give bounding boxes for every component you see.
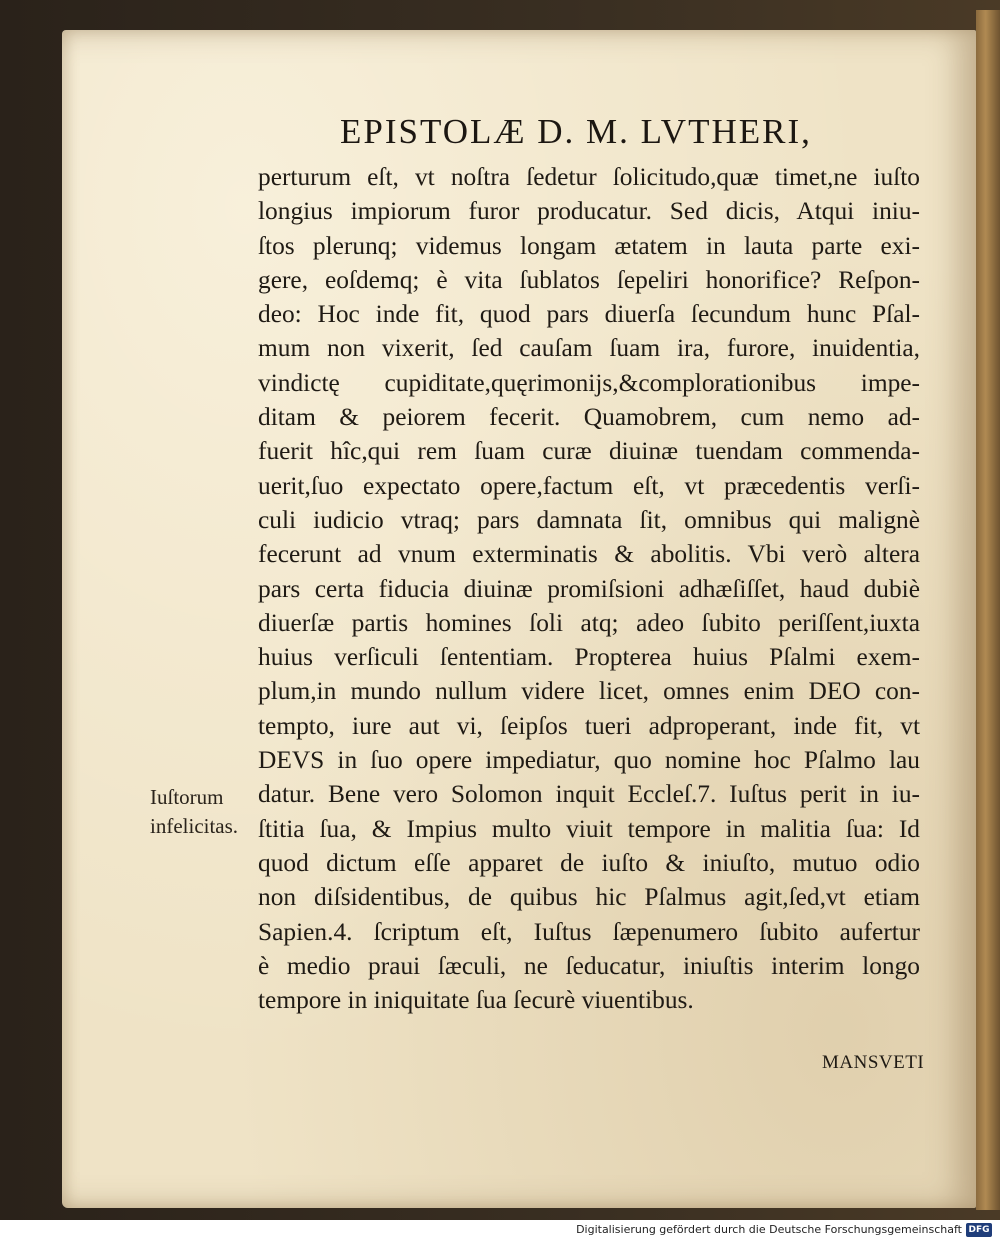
text-line: gere, eoſdemq; è vita ſublatos ſepeliri honorifice? Reſpon- — [258, 265, 920, 294]
marginal-note — [150, 783, 260, 841]
text-line: pars certa fiducia diuinæ promiſsioni adhæſiſſet, haud dubiè — [258, 574, 920, 603]
book-edge — [976, 10, 1000, 1210]
text-line: culi iudicio vtraq; pars damnata ſit, omnibus qui malignè — [258, 505, 920, 534]
text-line: longius impiorum furor producatur. Sed dicis, Atqui iniu- — [258, 197, 920, 226]
marginal-note-line: Iuſtorum — [150, 785, 224, 809]
text-line: datur. Bene vero Solomon inquit Eccleſ.7. Iuſtus perit in iu- — [258, 780, 920, 809]
body-text — [258, 160, 920, 1017]
text-line: è medio praui ſæculi, ne ſeducatur, iniuſtis interim longo — [258, 951, 920, 980]
text-line: deo: Hoc inde fit, quod pars diuerſa ſecundum hunc Pſal- — [258, 300, 920, 329]
marginal-note-line: infelicitas. — [150, 814, 239, 838]
text-line: diuerſæ partis homines ſoli atq; adeo ſubito periſſent,iuxta — [258, 608, 920, 637]
running-head: EPISTOLÆ D. M. LVTHERI, — [340, 112, 812, 151]
dfg-logo-icon: DFG — [966, 1223, 992, 1237]
text-line: ditam & peiorem fecerit. Quamobrem, cum nemo ad- — [258, 403, 920, 432]
text-line: tempto, iure aut vi, ſeipſos tueri adproperant, inde fit, vt — [258, 711, 920, 740]
text-line: Sapien.4. ſcriptum eſt, Iuſtus ſæpenumero ſubito aufertur — [258, 917, 920, 946]
text-line: perturum eſt, vt noſtra ſedetur ſolicitudo,quæ timet,ne iuſto — [258, 163, 920, 191]
catchword: MANSVETI — [822, 1052, 925, 1073]
text-line: plum,in mundo nullum videre licet, omnes enim DEO con- — [258, 677, 920, 706]
text-line: quod dictum eſſe apparet de iuſto & iniuſto, mutuo odio — [258, 848, 920, 877]
digitization-footer — [0, 1220, 1000, 1241]
text-line: DEVS in ſuo opere impediatur, quo nomine hoc Pſalmo lau — [258, 746, 920, 775]
text-line: uerit,ſuo expectato opere,factum eſt, vt præcedentis verſi- — [258, 471, 920, 500]
text-line: fuerit hîc,qui rem ſuam curæ diuinæ tuendam commenda- — [258, 437, 920, 466]
text-line: tempore in iniquitate ſua ſecurè viuentibus. — [258, 986, 694, 1015]
text-line: vindictę cupiditate,quęrimonijs,&complorationibus impe- — [258, 368, 920, 397]
text-line: non diſsidentibus, de quibus hic Pſalmus agit,ſed,vt etiam — [258, 883, 920, 912]
footer-credit: Digitalisierung gefördert durch die Deutsche Forschungsgemeinschaft — [576, 1223, 962, 1236]
text-line: mum non vixerit, ſed cauſam ſuam ira, furore, inuidentia, — [258, 334, 920, 363]
text-line: fecerunt ad vnum exterminatis & abolitis. Vbi verò altera — [258, 540, 920, 569]
text-line: huius verſiculi ſententiam. Propterea huius Pſalmi exem- — [258, 643, 920, 672]
text-line: ſtitia ſua, & Impius multo viuit tempore in malitia ſua: Id — [258, 814, 920, 843]
text-line: ſtos plerunq; videmus longam ætatem in lauta parte exi- — [258, 231, 920, 260]
